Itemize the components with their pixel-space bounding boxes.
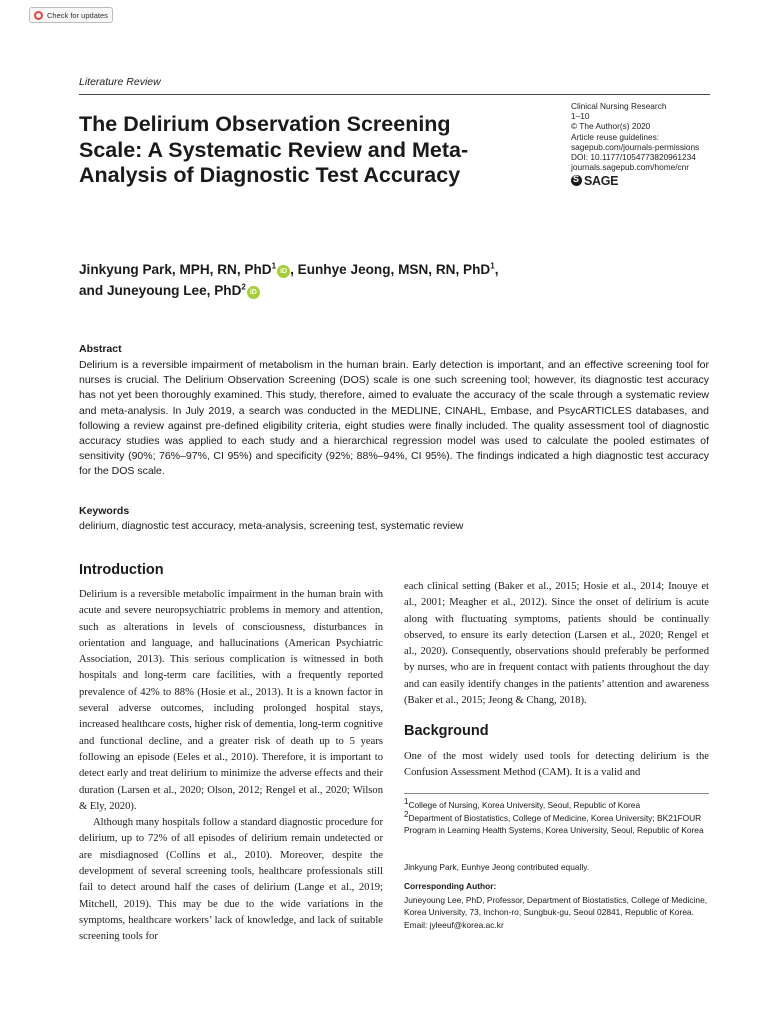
affiliation-2-text: Department of Biostatistics, College of Medicine, Korea University; BK21FOUR Program in Learning Health Systems, Korea University, Seoul, Republic of Korea: [404, 812, 704, 836]
equal-contribution-note: Jinkyung Park, Eunhye Jeong contributed equally.: [404, 862, 590, 872]
corresponding-author-heading: Corresponding Author:: [404, 881, 497, 891]
author-jeong-affiliation: 1: [490, 261, 495, 271]
journal-meta: [571, 101, 721, 186]
reuse-link[interactable]: sagepub.com/journals-permissions: [571, 141, 700, 152]
introduction-paragraph-3: each clinical setting (Baker et al., 2015; Hosie et al., 2014; Inouye et al., 2001; Meagher et al., 2012). Since the onset of delirium is acute along with fluctuating symptoms, patients should be continually observed, to ensure its early detection (Larsen et al., 2020; Rengel et al., 2020). Consequently, observations should preferably be performed by nurses, who are in frequent contact with patients throughout the day and can easily identify changes in the patients’ attention and awareness (Baker et al., 2015; Jeong & Chang, 2018).: [404, 581, 709, 707]
footnote-rule: [404, 793, 709, 794]
journal-name: Clinical Nursing Research: [571, 101, 667, 111]
publisher-logo: [571, 175, 721, 186]
check-for-updates-label: Check for updates: [47, 10, 108, 20]
update-icon: [34, 11, 43, 20]
keywords-text: delirium, diagnostic test accuracy, meta-analysis, screening test, systematic review: [79, 520, 464, 532]
author-list: [79, 259, 549, 301]
header-rule: [79, 94, 710, 95]
keywords-heading: Keywords: [79, 505, 130, 517]
author-park: Jinkyung Park, MPH, RN, PhD: [79, 262, 272, 277]
page-range: 1–10: [571, 111, 590, 122]
affiliation-1-text: College of Nursing, Korea University, Seoul, Republic of Korea: [408, 800, 641, 810]
affiliation-2-number: 2: [404, 809, 409, 819]
affiliation-1: [404, 799, 724, 812]
copyright: © The Author(s) 2020: [571, 121, 651, 132]
check-for-updates-button[interactable]: [29, 7, 113, 23]
author-jeong: , Eunhye Jeong, MSN, RN, PhD: [290, 262, 491, 277]
orcid-icon[interactable]: iD: [277, 265, 290, 278]
orcid-icon[interactable]: iD: [247, 286, 260, 299]
author-separator: ,: [494, 262, 499, 277]
section-label: Literature Review: [79, 76, 161, 88]
introduction-paragraph-1: Delirium is a reversible metabolic impairment in the human brain with acute and severe neuropsychiatric problems in memory and attention, such as alterations in levels of consciousness, disturbances in orientation and language, and hallucinations (American Psychiatric Association, 2013). This serious complication is witnessed in both hospitals and long-term care facilities, with a frequently reported prevalence of 42% to 88% (Hosie et al., 2013). It is a known factor in several adverse outcomes, including prolonged hospital stays, increased healthcare costs, higher risk of dementia, long-term cognitive and functional decline, and a greater risk of death up to 5 years following an episode (Eeles et al., 2010). Therefore, it is important to detect early and treat delirium to minimize the adverse effects and their duration (Larsen et al., 2020; Olson, 2012; Rengel et al., 2020; Wilson & Ely, 2020).: [79, 589, 383, 812]
corresponding-author-text: Juneyoung Lee, PhD, Professor, Department of Biostatistics, College of Medicine, Korea University, 73, Inchon-ro, Sungbuk-gu, Seoul 02841, Republic of Korea.: [404, 895, 708, 918]
affiliation-1-number: 1: [404, 797, 409, 807]
abstract-text: Delirium is a reversible impairment of metabolism in the human brain. Early detection is important, and an effective screening tool for nurses is crucial. The Delirium Observation Screening (DOS) scale is one such screening tool; however, its diagnostic test accuracy has not yet been thoroughly examined. This study, therefore, aimed to evaluate the accuracy of the scale through a systematic review and meta-analysis. In July 2019, a search was conducted in the MEDLINE, CINAHL, Embase, and PsycARTICLES databases, and following a review against pre-defined eligibility criteria, eight studies were finally included. The quality assessment tool of diagnostic accuracy studies was applied to each study and a hierarchical regression model was used to calculate the pooled estimates of sensitivity (90%; 76%–97%, CI 95%) and specificity (92%; 88%–94%, CI 95%). The findings indicated a high diagnostic test accuracy for the DOS scale.: [79, 359, 709, 478]
corresponding-author: [404, 894, 724, 931]
author-park-affiliation: 1: [271, 261, 277, 271]
reuse-label: Article reuse guidelines:: [571, 131, 660, 142]
introduction-paragraph-2: Although many hospitals follow a standard diagnostic procedure for delirium, up to 72% of all episodes of delirium remain undetected or are misdiagnosed (Collins et al., 2010). Moreover, despite the development of several screening tools, healthcare professionals still fail to detect around half the cases of delirium (Lange et al., 2019; Mitchell, 2019). This may be due to the wide variations in the symptoms, healthcare workers’ lack of knowledge, and lack of suitable screening tools for: [79, 817, 383, 943]
background-heading: Background: [404, 723, 489, 739]
journal-link[interactable]: journals.sagepub.com/home/cnr: [571, 162, 690, 173]
introduction-heading: Introduction: [79, 562, 164, 578]
doi[interactable]: DOI: 10.1177/1054773820961234: [571, 152, 696, 163]
affiliations: [404, 799, 724, 837]
affiliation-2: [404, 809, 724, 837]
background-paragraph-1: One of the most widely used tools for detecting delirium is the Confusion Assessment Method (CAM). It is a valid and: [404, 751, 709, 779]
author-lee-affiliation: 2: [241, 282, 246, 292]
publisher-name: SAGE: [584, 173, 619, 188]
article-title: The Delirium Observation Screening Scale: A Systematic Review and Meta-Analysis of Diagnostic Test Accuracy: [79, 112, 469, 187]
corresponding-author-email[interactable]: Email: jyleeuf@korea.ac.kr: [404, 919, 504, 930]
abstract-heading: Abstract: [79, 343, 122, 355]
author-lee: and Juneyoung Lee, PhD: [79, 283, 242, 298]
sage-logo-icon: [571, 175, 582, 186]
introduction-left-column: [79, 587, 383, 946]
